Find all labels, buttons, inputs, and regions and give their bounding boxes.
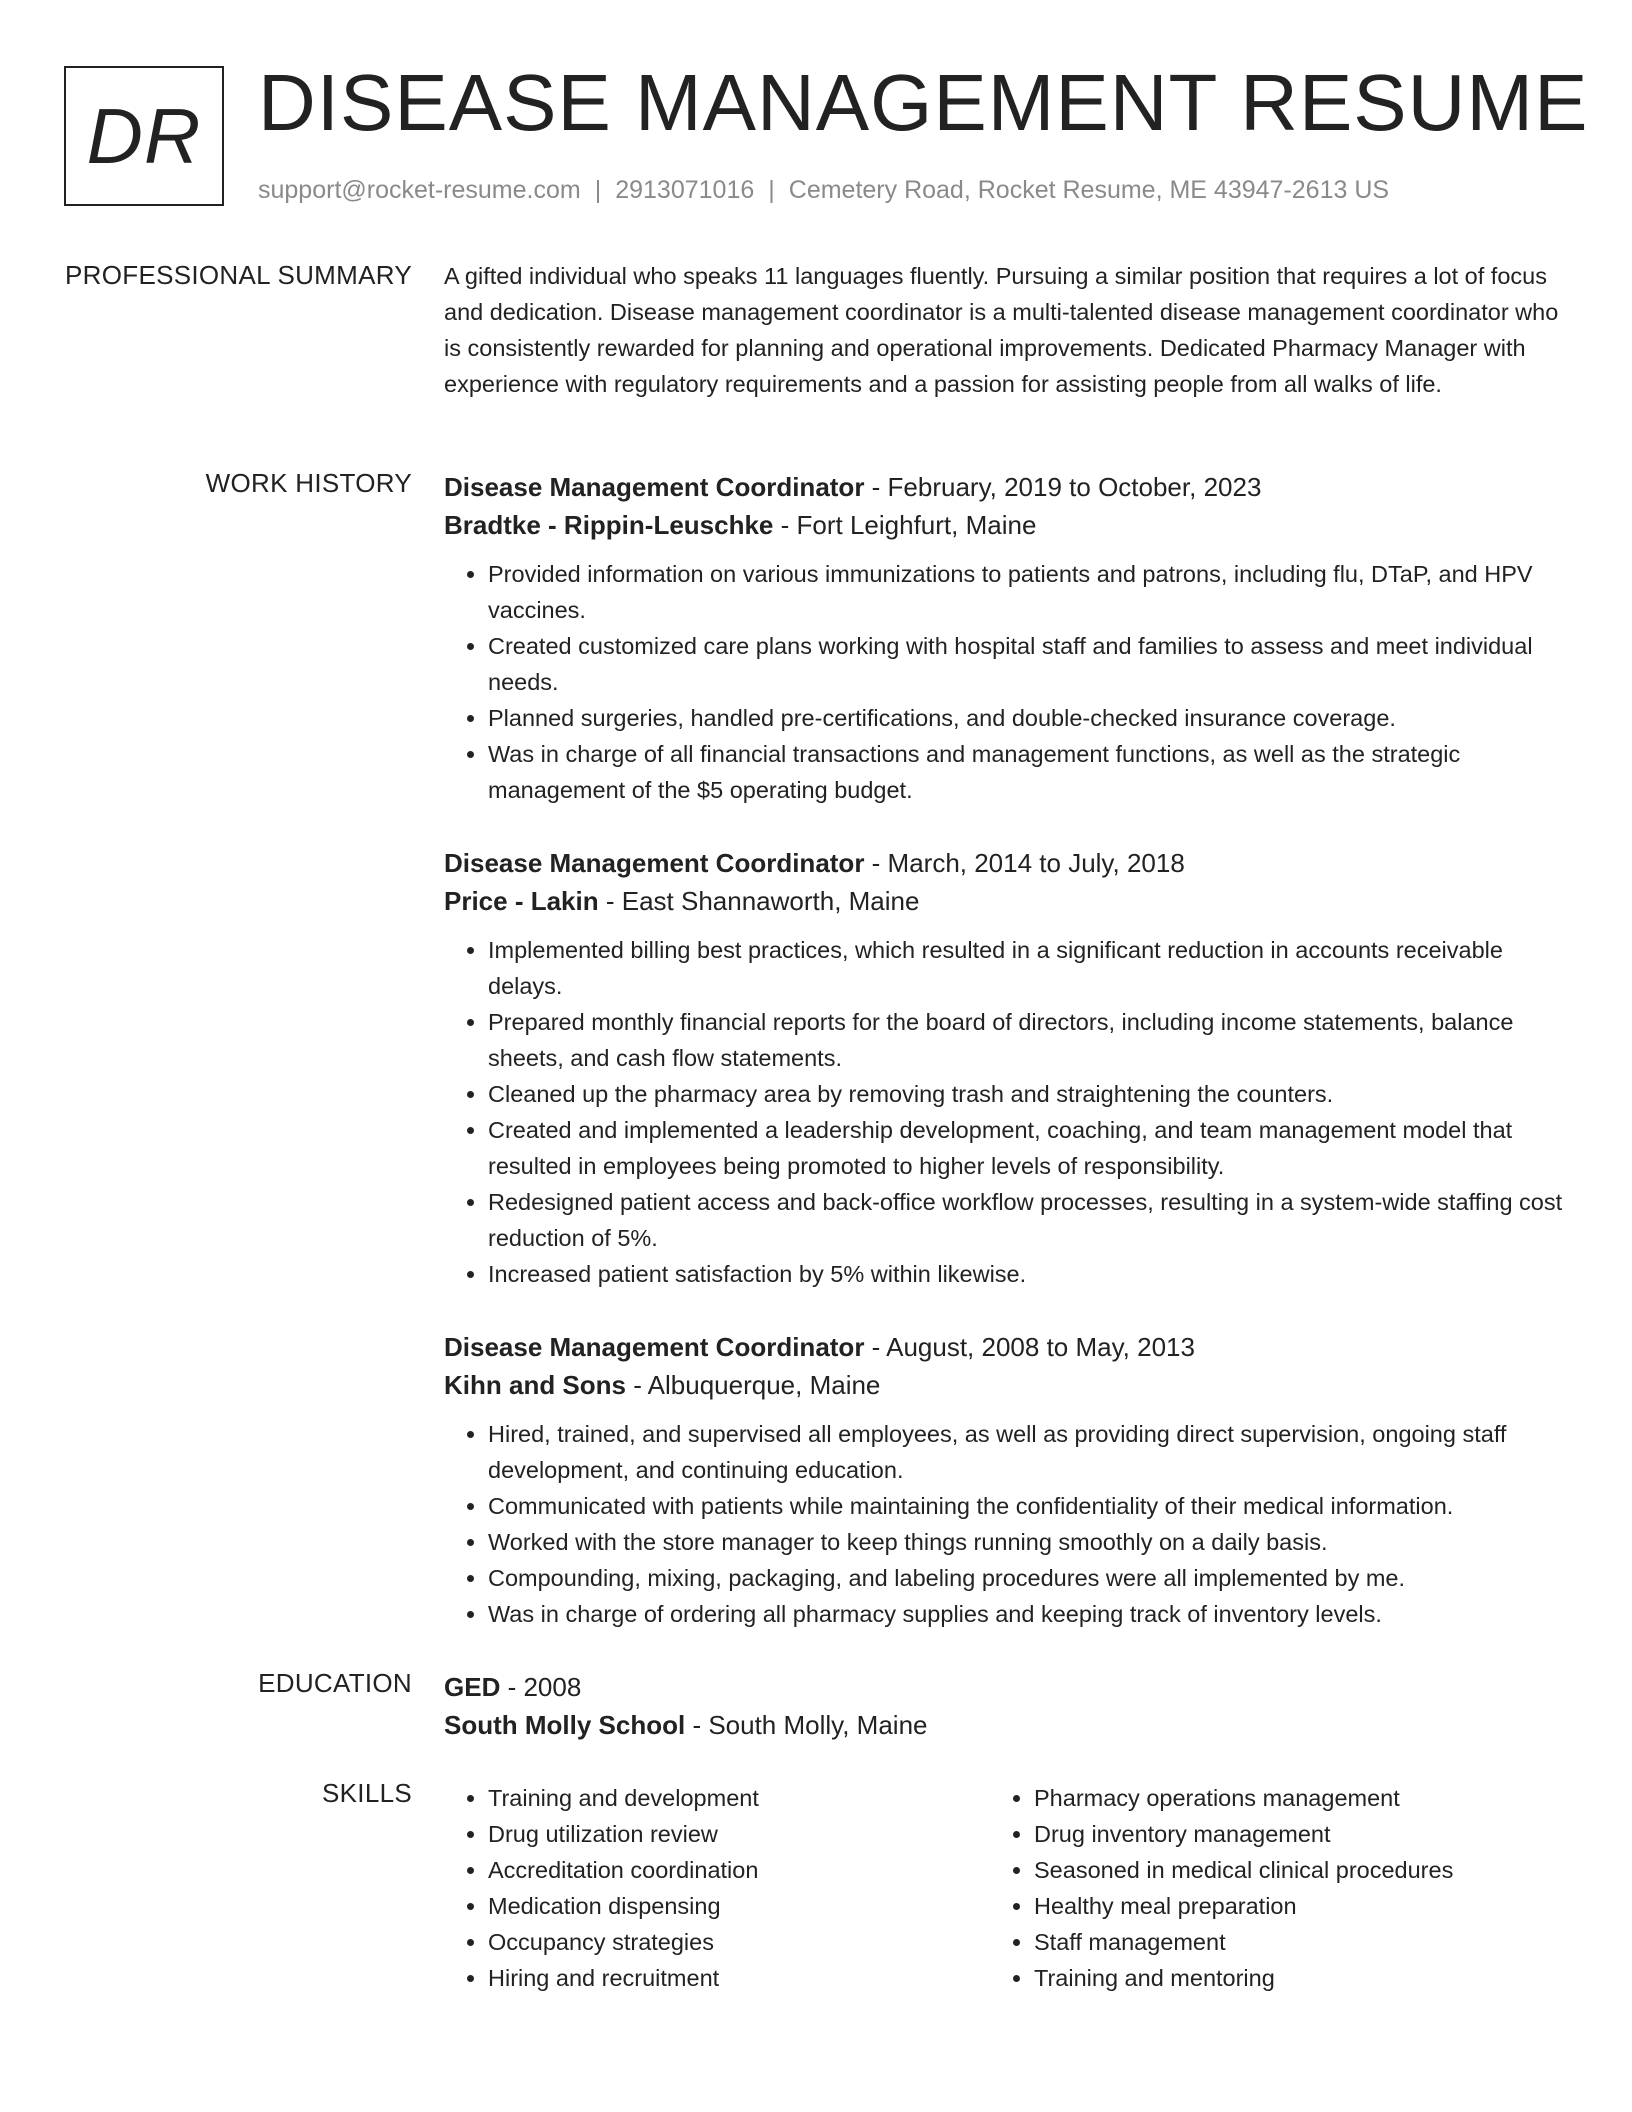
- job-company: Bradtke - Rippin-Leuschke: [444, 510, 774, 540]
- skill-item: • Hiring and recruitment: [488, 1960, 990, 1996]
- job-dates: - August, 2008 to May, 2013: [864, 1332, 1195, 1362]
- skill-item: • Drug utilization review: [488, 1816, 990, 1852]
- skill-item: • Accreditation coordination: [488, 1852, 990, 1888]
- list-item: • Was in charge of ordering all pharmacy supplies and keeping track of inventory levels.: [488, 1596, 1564, 1632]
- list-item: • Prepared monthly financial reports for the board of directors, including income statements, balance sheets, and cash flow statements.: [488, 1004, 1564, 1076]
- section-label-work-history: WORK HISTORY: [205, 468, 412, 498]
- list-item: • Worked with the store manager to keep things running smoothly on a daily basis.: [488, 1524, 1564, 1560]
- monogram-initials: DR: [86, 91, 202, 180]
- job-location: - Fort Leighfurt, Maine: [773, 510, 1037, 540]
- job-dates: - March, 2014 to July, 2018: [864, 848, 1185, 878]
- list-item: • Compounding, mixing, packaging, and labeling procedures were all implemented by me.: [488, 1560, 1564, 1596]
- job-location: - East Shannaworth, Maine: [598, 886, 920, 916]
- contact-email: support@rocket-resume.com: [258, 176, 581, 204]
- list-item: • Increased patient satisfaction by 5% within likewise.: [488, 1256, 1564, 1292]
- skill-item: • Occupancy strategies: [488, 1924, 990, 1960]
- list-item: • Implemented billing best practices, which resulted in a significant reduction in accounts receivable delays.: [488, 932, 1564, 1004]
- skills-columns: [444, 1780, 1564, 1996]
- job-entry: [444, 1328, 1564, 1632]
- education-year: - 2008: [500, 1672, 582, 1702]
- job-heading: [444, 1328, 1564, 1366]
- monogram-box: [64, 66, 224, 206]
- skill-item: • Training and development: [488, 1780, 990, 1816]
- skills-list-left: [444, 1780, 990, 1996]
- education-degree: GED: [444, 1672, 501, 1702]
- job-heading: [444, 844, 1564, 882]
- skill-item: • Healthy meal preparation: [1034, 1888, 1536, 1924]
- contact-separator: |: [768, 176, 775, 204]
- skill-item: • Pharmacy operations management: [1034, 1780, 1536, 1816]
- education-school-line: [444, 1706, 1564, 1744]
- job-title: Disease Management Coordinator: [444, 472, 865, 502]
- section-label-skills: SKILLS: [322, 1778, 412, 1808]
- job-entry: [444, 468, 1564, 808]
- contact-phone: 2913071016: [615, 176, 755, 204]
- skill-item: • Training and mentoring: [1034, 1960, 1536, 1996]
- skill-item: • Staff management: [1034, 1924, 1536, 1960]
- summary-text: A gifted individual who speaks 11 languages fluently. Pursuing a similar position that requires a lot of focus and dedication. Disease management coordinator is a multi-talented disease management coordinator who is consistently rewarded for planning and operational improvements. Dedicated Pharmacy Manager with experience with regulatory requirements and a passion for assisting people from all walks of life.: [444, 263, 1559, 397]
- resume-title: DISEASE MANAGEMENT RESUME: [258, 58, 1589, 147]
- job-bullets: [444, 556, 1564, 808]
- job-company: Kihn and Sons: [444, 1370, 626, 1400]
- job-company: Price - Lakin: [444, 886, 599, 916]
- list-item: • Planned surgeries, handled pre-certifications, and double-checked insurance coverage.: [488, 700, 1564, 736]
- list-item: • Created and implemented a leadership development, coaching, and team management model that resulted in employees being promoted to higher levels of responsibility.: [488, 1112, 1564, 1184]
- list-item: • Hired, trained, and supervised all employees, as well as providing direct supervision, ongoing staff development, and continuing education.: [488, 1416, 1564, 1488]
- education-heading: [444, 1668, 1564, 1706]
- list-item: • Was in charge of all financial transactions and management functions, as well as the strategic management of the $5 operating budget.: [488, 736, 1564, 808]
- list-item: • Provided information on various immunizations to patients and patrons, including flu, DTaP, and HPV vaccines.: [488, 556, 1564, 628]
- skill-item: • Medication dispensing: [488, 1888, 990, 1924]
- job-location: - Albuquerque, Maine: [626, 1370, 881, 1400]
- list-item: • Redesigned patient access and back-office workflow processes, resulting in a system-wide staffing cost reduction of 5%.: [488, 1184, 1564, 1256]
- contact-address: Cemetery Road, Rocket Resume, ME 43947-2613 US: [788, 176, 1390, 204]
- education-school: South Molly School: [444, 1710, 686, 1740]
- job-heading: [444, 468, 1564, 506]
- contact-line: [258, 176, 1389, 205]
- job-dates: - February, 2019 to October, 2023: [864, 472, 1262, 502]
- job-company-line: [444, 1366, 1564, 1404]
- job-company-line: [444, 506, 1564, 544]
- list-item: • Created customized care plans working with hospital staff and families to assess and meet individual needs.: [488, 628, 1564, 700]
- job-entry: [444, 844, 1564, 1292]
- section-label-summary: PROFESSIONAL SUMMARY: [65, 260, 412, 290]
- job-bullets: [444, 932, 1564, 1292]
- contact-separator: |: [594, 176, 602, 204]
- job-company-line: [444, 882, 1564, 920]
- job-title: Disease Management Coordinator: [444, 848, 865, 878]
- job-title: Disease Management Coordinator: [444, 1332, 865, 1362]
- section-label-education: EDUCATION: [258, 1668, 412, 1698]
- education-location: - South Molly, Maine: [685, 1710, 928, 1740]
- list-item: • Communicated with patients while maintaining the confidentiality of their medical information.: [488, 1488, 1564, 1524]
- job-bullets: [444, 1416, 1564, 1632]
- list-item: • Cleaned up the pharmacy area by removing trash and straightening the counters.: [488, 1076, 1564, 1112]
- skills-list-right: [990, 1780, 1536, 1996]
- skill-item: • Drug inventory management: [1034, 1816, 1536, 1852]
- skill-item: • Seasoned in medical clinical procedures: [1034, 1852, 1536, 1888]
